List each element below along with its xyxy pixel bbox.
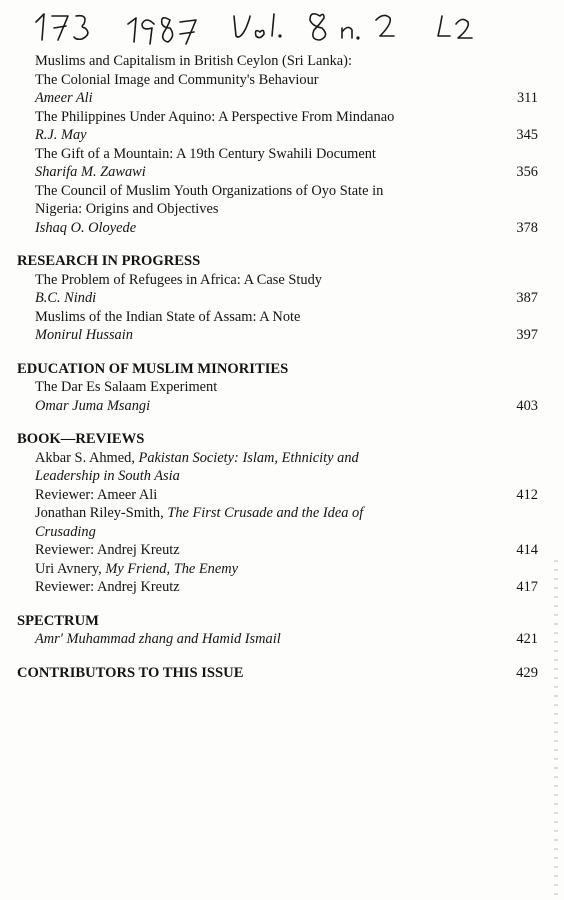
page-number: 311 (516, 90, 538, 106)
review-book-title-cont: Leadership in South Asia (35, 468, 180, 484)
review-book-line (0, 504, 564, 523)
reviewer: Reviewer: Andrej Kreutz (35, 579, 180, 595)
page-number: 414 (516, 542, 538, 558)
entry-title: The Council of Muslim Youth Organizations of Oyo State in (35, 182, 384, 199)
entry-author-row (0, 630, 564, 649)
contributors-heading: CONTRIBUTORS TO THIS ISSUE (17, 664, 244, 681)
review-reviewer-row (0, 486, 564, 505)
entry-title: Muslims of the Indian State of Assam: A Note (35, 308, 301, 325)
section-heading-education: EDUCATION OF MUSLIM MINORITIES (17, 360, 289, 377)
page-number: 417 (516, 579, 538, 595)
entry-author: Amr' Muhammad zhang and Hamid Ismail (35, 631, 281, 647)
entry-title: Muslims and Capitalism in British Ceylon (Sri Lanka): (35, 53, 352, 69)
review-author: Uri Avnery, (35, 560, 102, 577)
entry-author-row (0, 163, 564, 182)
entry-author: B.C. Nindi (35, 290, 97, 306)
page-number: 345 (516, 127, 538, 143)
page-number: 378 (516, 219, 538, 236)
entry-author: Monirul Hussain (35, 327, 133, 343)
review-reviewer-row (0, 578, 564, 597)
entry-author: Sharifa M. Zawawi (35, 164, 146, 180)
entry-author-row (0, 219, 564, 238)
page-number: 403 (516, 397, 538, 414)
entry-author-row (0, 397, 564, 416)
handwritten-annotation (30, 6, 500, 46)
entry-title: The Philippines Under Aquino: A Perspective From Mindanao (35, 108, 395, 125)
reviewer: Reviewer: Andrej Kreutz (35, 542, 180, 558)
section-heading-contributors (0, 664, 564, 683)
review-author: Jonathan Riley-Smith, (35, 505, 164, 521)
review-book-line (0, 560, 564, 579)
review-book-title: Pakistan Society: Islam, Ethnicity and (138, 449, 359, 466)
review-book-title-cont: Crusading (35, 523, 96, 540)
section-heading-spectrum: SPECTRUM (17, 612, 99, 629)
entry-title: The Dar Es Salaam Experiment (35, 379, 218, 395)
entry-title: Nigeria: Origins and Objectives (35, 201, 219, 217)
entry-title: The Gift of a Mountain: A 19th Century Swahili Document (35, 145, 376, 162)
page-number: 412 (516, 486, 538, 503)
page-number: 397 (516, 327, 538, 343)
entry-title: The Colonial Image and Community's Behaviour (35, 71, 319, 88)
entry-author: R.J. May (35, 127, 87, 143)
section-heading-research: RESEARCH IN PROGRESS (17, 253, 201, 269)
page-number: 429 (516, 664, 538, 681)
review-book-line (0, 449, 564, 468)
entry-author: Ishaq O. Oloyede (35, 219, 137, 236)
table-of-contents (0, 52, 564, 682)
review-reviewer-row (0, 541, 564, 560)
entry-author: Omar Juma Msangi (35, 397, 151, 414)
section-heading-reviews: BOOK—REVIEWS (17, 431, 145, 447)
page-number: 387 (516, 290, 538, 306)
page-number: 356 (516, 164, 538, 180)
review-book-title: The First Crusade and the Idea of (167, 505, 364, 521)
entry-author-row (0, 289, 564, 308)
entry-author-row (0, 89, 564, 108)
review-book-title: My Friend, The Enemy (105, 560, 239, 577)
entry-author-row (0, 326, 564, 345)
entry-title: The Problem of Refugees in Africa: A Case Study (35, 271, 322, 288)
handwritten-note-drawing (30, 6, 500, 46)
entry-author-row (0, 126, 564, 145)
scan-edge-artifact (554, 560, 558, 900)
entry-author: Ameer Ali (35, 90, 93, 106)
reviewer: Reviewer: Ameer Ali (35, 486, 158, 503)
review-author: Akbar S. Ahmed, (35, 449, 135, 466)
page-number: 421 (516, 631, 538, 647)
